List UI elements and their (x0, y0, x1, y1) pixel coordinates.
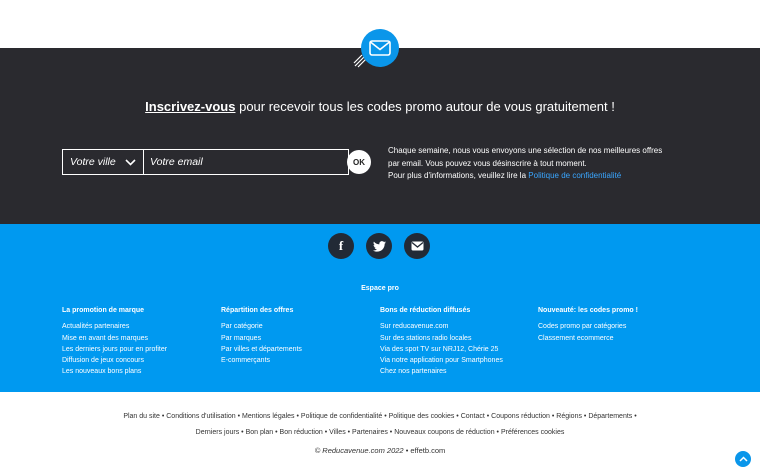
privacy-policy-link[interactable]: Politique de confidentialité (528, 171, 622, 180)
footer-bottom-link[interactable]: Préférences cookies (500, 428, 565, 436)
footer-link[interactable]: Par catégorie (221, 323, 263, 331)
scroll-top-button[interactable] (735, 451, 751, 467)
footer-links-row-1: Plan du site • Conditions d'utilisation • Mentions légales • Politique de confidentialité • Politique des cookies • Contact • Coupons réduction • Régions • Départements • (123, 413, 637, 420)
footer-link[interactable]: Codes promo par catégories (538, 323, 627, 331)
footer-bottom-link[interactable]: Régions (556, 413, 582, 420)
city-select-value: Votre ville (70, 156, 116, 168)
footer-bottom-link[interactable]: Partenaires (352, 428, 388, 436)
mail-icon[interactable] (404, 233, 430, 259)
footer-link[interactable]: Chez nos partenaires (380, 368, 447, 376)
espace-pro-heading: Espace pro (361, 285, 399, 292)
footer-link[interactable]: Les nouveaux bons plans (62, 368, 142, 376)
footer-links-row-2: Derniers jours • Bon plan • Bon réduction • Villes • Partenaires • Nouveaux coupons de réduction • Préférences cookies (195, 428, 565, 436)
footer-column-nouveaute (538, 305, 638, 344)
column-title: Bons de réduction diffusés (380, 307, 471, 314)
chevron-down-icon (125, 159, 136, 166)
facebook-icon[interactable]: f (328, 233, 354, 259)
footer-bottom-link[interactable]: Villes (329, 428, 346, 436)
envelope-badge-icon (361, 29, 399, 67)
newsletter-headline (0, 99, 760, 114)
social-links (328, 233, 430, 259)
signup-link[interactable]: Inscrivez-vous (145, 99, 236, 114)
footer-link[interactable]: Par villes et départements (221, 345, 302, 353)
footer-bottom-link[interactable]: Politique de confidentialité (300, 413, 383, 420)
footer-bottom-link[interactable]: Mentions légales (242, 413, 295, 420)
column-title: La promotion de marque (62, 307, 145, 314)
footer-link[interactable]: Sur des stations radio locales (380, 334, 472, 342)
footer-bottom-link[interactable]: Contact (460, 413, 485, 420)
footer-link[interactable]: Sur reducavenue.com (380, 323, 449, 331)
info-line-3: Pour plus d'informations, veuillez lire la (388, 171, 527, 180)
column-title: Nouveauté: les codes promo ! (538, 307, 638, 314)
footer-link[interactable]: Les derniers jours pour en profiter (62, 345, 168, 353)
chevron-up-icon (739, 456, 748, 462)
footer-link[interactable]: Classement ecommerce (538, 334, 614, 342)
footer-link[interactable]: E-commerçants (221, 357, 271, 365)
newsletter-section (0, 48, 760, 224)
footer-links (0, 409, 760, 440)
footer-bottom-link[interactable]: Bon plan (245, 428, 274, 436)
footer-bottom-link[interactable]: Bon réduction (279, 428, 323, 436)
twitter-icon[interactable] (366, 233, 392, 259)
headline-text: pour recevoir tous les codes promo autour de vous gratuitement ! (239, 99, 615, 114)
email-input[interactable] (144, 149, 349, 175)
newsletter-info (388, 145, 708, 183)
footer-link[interactable]: Par marques (221, 334, 262, 342)
footer-bottom-link[interactable]: Départements (588, 413, 633, 420)
column-title: Répartition des offres (221, 307, 294, 314)
footer-link[interactable]: Actualités partenaires (62, 323, 130, 331)
footer-bottom-link[interactable]: Plan du site (123, 413, 160, 420)
footer-bottom-link[interactable]: Nouveaux coupons de réduction (394, 428, 495, 436)
footer-column-bons (380, 305, 503, 378)
footer-link[interactable]: Mise en avant des marques (62, 334, 148, 342)
footer-link[interactable]: Via des spot TV sur NRJ12, Chérie 25 (380, 345, 499, 353)
footer-bottom-link[interactable]: Coupons réduction (491, 413, 550, 420)
info-line-1: Chaque semaine, nous vous envoyons une sélection de nos meilleures offres (388, 146, 663, 155)
footer-bottom-link[interactable]: Derniers jours (195, 428, 240, 436)
footer-column-promotion (62, 305, 167, 378)
newsletter-form (62, 149, 349, 175)
copyright-text: © Reducavenue.com 2022 (314, 446, 404, 455)
footer-column-repartition (221, 305, 302, 366)
footer-bottom-link[interactable]: Conditions d'utilisation (166, 413, 236, 420)
footer-bottom-link[interactable]: Politique des cookies (388, 413, 455, 420)
copyright: © Reducavenue.com 2022 • effetb.com (314, 446, 446, 455)
footer-link[interactable]: Via notre application pour Smartphones (380, 357, 503, 365)
info-line-2: par email. Vous pouvez vous désinscrire à tout moment. (388, 158, 587, 168)
ok-button[interactable]: OK (347, 150, 371, 174)
city-select[interactable] (62, 149, 144, 175)
credit-link[interactable]: effetb.com (410, 446, 446, 455)
footer-link[interactable]: Diffusion de jeux concours (62, 357, 144, 365)
